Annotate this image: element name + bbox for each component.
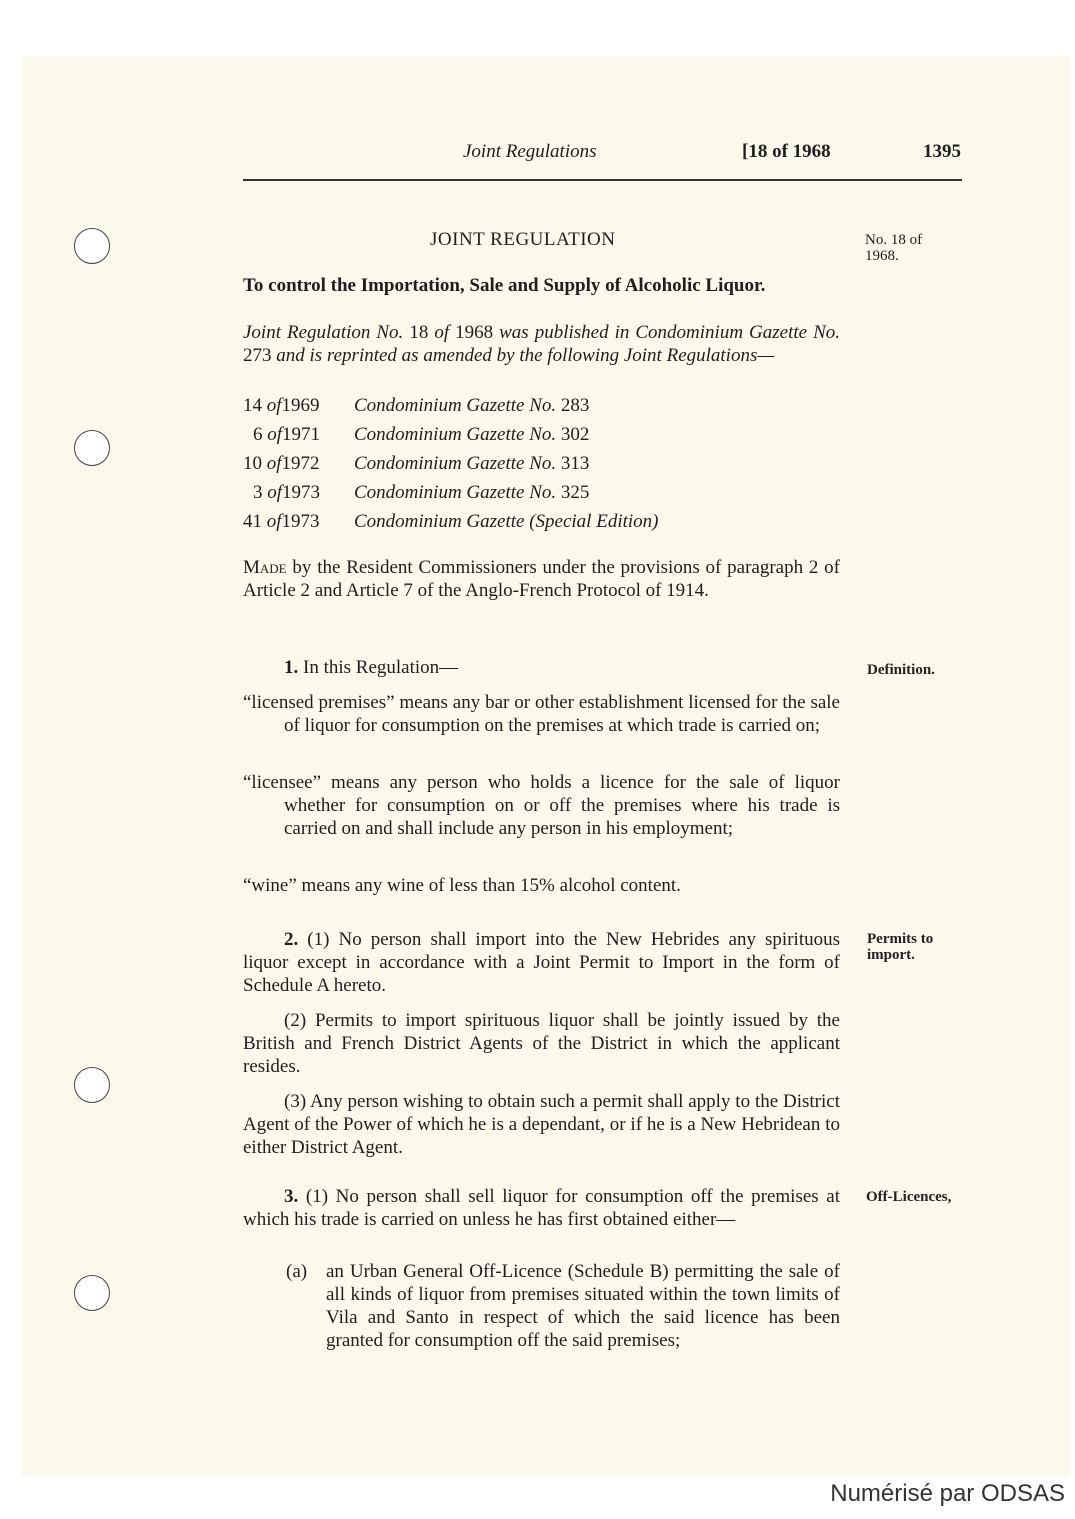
amendment-year: 1973: [281, 511, 320, 532]
publication-text: Joint Regulation No.: [243, 322, 404, 343]
publication-text: 18: [403, 322, 435, 343]
amendment-issue: 313: [556, 453, 590, 474]
definition-licensed-premises: “licensed premises” means any bar or other establishment licensed for the sale of liquor for consumption on the premises at which trade is carried on;: [243, 692, 840, 736]
amendment-of: of: [267, 424, 283, 445]
amendment-year: 1969: [281, 395, 320, 416]
amendment-issue: 302: [556, 424, 590, 445]
amendment-of: of: [266, 395, 282, 416]
subclause-label-a: (a): [286, 1261, 308, 1282]
margin-note-line: Permits to: [867, 931, 934, 947]
section-text: (1) No person shall sell liquor for consumption off the premises at which his trade is carried on unless he has first obtained either—: [243, 1186, 840, 1230]
section-2-para-2: (2) Permits to import spirituous liquor shall be jointly issued by the British and French District Agents of the District in which the applicant resides.: [243, 1010, 840, 1077]
amendment-of: of: [266, 511, 282, 532]
amendment-of: of: [267, 482, 283, 503]
page-number: 1395: [923, 141, 961, 162]
binder-hole-2: [74, 430, 110, 466]
margin-note-regulation: [865, 232, 922, 264]
amendment-gazette: Condominium Gazette No.: [354, 482, 557, 503]
subclause-text-a: an Urban General Off-Licence (Schedule B) permitting the sale of all kinds of liquor from premises situated within the town limits of Vila and Santo in respect of which the said licence has been granted for consumption off the said premises;: [326, 1261, 840, 1351]
publication-text: was published in Condominium Gazette No.: [499, 322, 841, 343]
binder-hole-3: [74, 1067, 110, 1103]
margin-note-line: No. 18 of: [865, 232, 923, 248]
running-title: Joint Regulations: [463, 141, 597, 162]
enacting-text: by the Resident Commissioners under the provisions of paragraph 2 of Article 2 and Article 7 of the Anglo-French Protocol of 1914.: [243, 557, 840, 601]
section-number: 3.: [284, 1186, 299, 1207]
publication-text: of: [434, 322, 450, 343]
section-2-para-1: [243, 928, 840, 997]
definition-wine: “wine” means any wine of less than 15% alcohol content.: [243, 875, 681, 896]
section-3-para-1: [243, 1185, 840, 1231]
margin-note-definition: Definition.: [867, 662, 935, 678]
amendment-gazette: Condominium Gazette (Special Edition): [354, 511, 659, 532]
header-rule: [243, 179, 962, 181]
regulation-number: [18 of 1968: [742, 141, 831, 162]
amendment-year: 1973: [282, 482, 321, 503]
publication-text: 273: [243, 345, 277, 366]
amendment-number: 3: [253, 482, 263, 503]
margin-note-line: 1968.: [865, 248, 899, 264]
enacting-clause: [243, 556, 840, 602]
amendment-gazette: Condominium Gazette No.: [354, 424, 557, 445]
regulation-subtitle: To control the Importation, Sale and Supply of Alcoholic Liquor.: [243, 275, 766, 296]
amendment-of: of: [266, 453, 282, 474]
margin-note-off-licences: Off-Licences,: [866, 1189, 952, 1205]
section-1-intro: [284, 656, 840, 679]
section-text: (1) No person shall import into the New Hebrides any spirituous liquor except in accordance with a Joint Permit to Import in the form of Schedule A hereto.: [243, 929, 840, 996]
publication-note: [243, 321, 840, 367]
section-text: In this Regulation—: [298, 657, 459, 678]
enacting-lead: Made: [243, 557, 287, 578]
amendment-row: [243, 511, 658, 535]
publication-text: and is reprinted as amended by the following Joint Regulations—: [276, 345, 775, 366]
binder-hole-1: [74, 228, 110, 264]
amendment-year: 1972: [281, 453, 320, 474]
amendment-gazette: Condominium Gazette No.: [354, 395, 557, 416]
regulation-heading: JOINT REGULATION: [430, 229, 616, 250]
amendment-row: [243, 424, 589, 448]
amendment-gazette: Condominium Gazette No.: [354, 453, 557, 474]
margin-note-line: import.: [867, 947, 915, 963]
amendment-row: [243, 453, 589, 477]
amendment-issue: 325: [556, 482, 590, 503]
publication-text: 1968: [449, 322, 500, 343]
amendment-issue: 283: [556, 395, 590, 416]
amendment-row: [243, 482, 589, 506]
definition-licensee: “licensee” means any person who holds a licence for the sale of liquor whether for consumption on or off the premises where his trade is carried on and shall include any person in his employment;: [243, 772, 840, 839]
amendment-number: 14: [243, 395, 262, 416]
amendment-number: 41: [243, 511, 262, 532]
section-number: 2.: [284, 929, 299, 950]
section-number: 1.: [284, 657, 299, 678]
section-2-para-3: (3) Any person wishing to obtain such a permit shall apply to the District Agent of the Power of which he is a dependant, or if he is a New Hebridean to either District Agent.: [243, 1091, 840, 1158]
amendment-row: [243, 395, 589, 419]
binder-hole-4: [74, 1275, 110, 1311]
scan-credit: Numérisé par ODSAS: [830, 1480, 1065, 1507]
amendment-number: 10: [243, 453, 262, 474]
amendment-number: 6: [253, 424, 263, 445]
amendment-year: 1971: [282, 424, 321, 445]
margin-note-permits: [867, 931, 933, 963]
